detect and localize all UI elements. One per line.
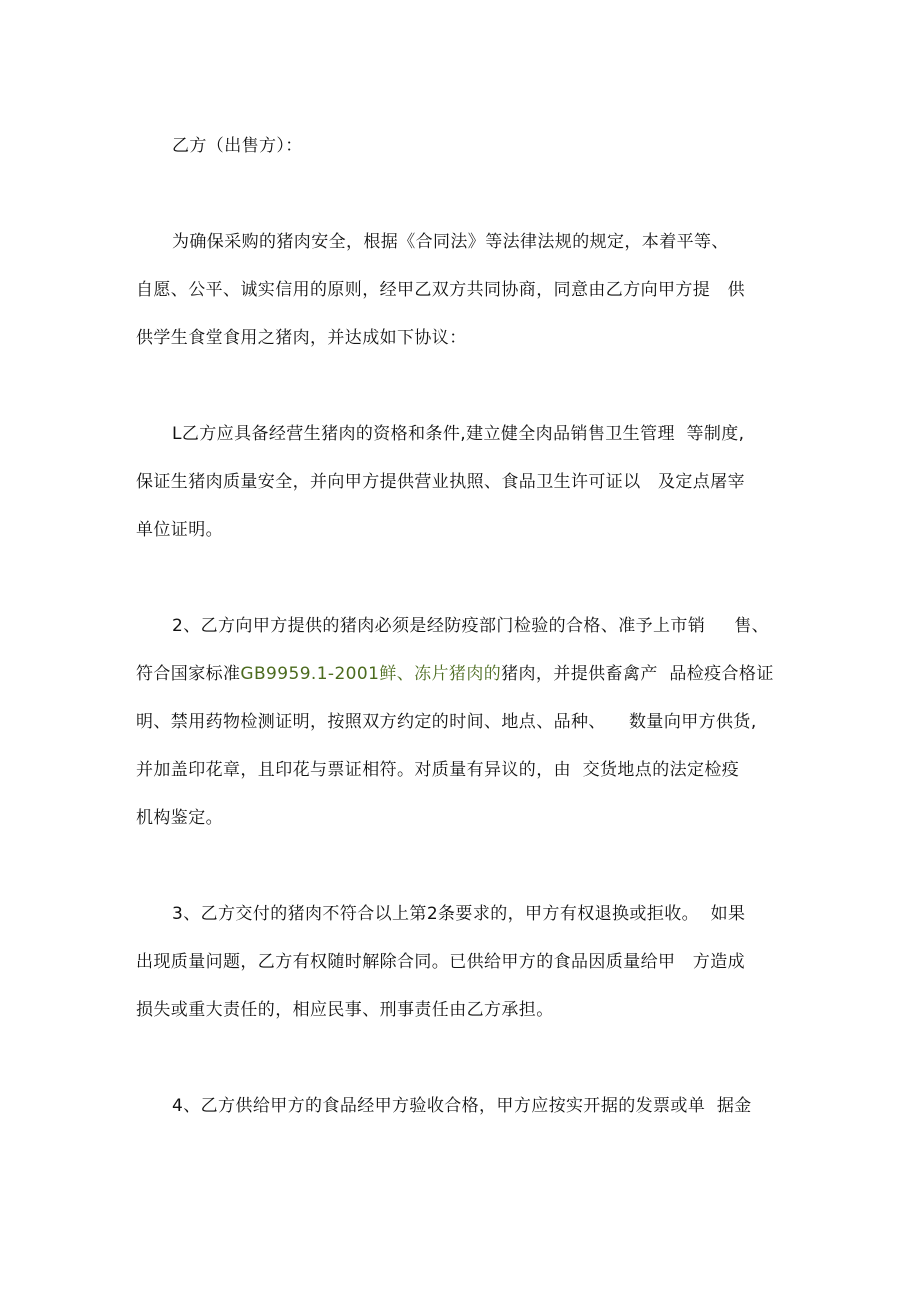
clause-1-line-1: L乙方应具备经营生猪肉的资格和条件,建立健全肉品销售卫生管理 等制度, — [172, 424, 745, 444]
clause-2-line-2-post: 猪肉，并提供畜禽产 品检疫合格证 — [501, 664, 774, 684]
clause-2-line-3: 明、禁用药物检测证明，按照双方约定的时间、地点、品种、 数量向甲方供货, — [136, 712, 757, 732]
clause-1-line-2: 保证生猪肉质量安全，并向甲方提供营业执照、食品卫生许可证以 及定点屠宰 — [136, 472, 746, 492]
clause-2-line-5: 机构鉴定。 — [136, 808, 223, 828]
clause-2-line-4: 并加盖印花章，且印花与票证相符。对质量有异议的，由 交货地点的法定检疫 — [136, 760, 740, 780]
clause-2-line-2 — [136, 662, 774, 686]
intro-line-1: 为确保采购的猪肉安全，根据《合同法》等法律法规的规定，本着平等、 — [172, 232, 729, 252]
party-b-heading: 乙方（出售方）： — [172, 136, 303, 156]
clause-4-line-1: 4、乙方供给甲方的食品经甲方验收合格，甲方应按实开据的发票或单 据金 — [172, 1096, 752, 1116]
clause-2-line-1: 2、乙方向甲方提供的猪肉必须是经防疫部门检验的合格、准予上市销 售、 — [172, 616, 770, 636]
intro-line-3: 供学生食堂食用之猪肉，并达成如下协议： — [136, 328, 467, 348]
clause-1-line-3: 单位证明。 — [136, 520, 223, 540]
clause-3-line-1: 3、乙方交付的猪肉不符合以上第2条要求的，甲方有权退换或拒收。 如果 — [172, 904, 746, 924]
clause-3-line-2: 出现质量问题，乙方有权随时解除合同。已供给甲方的食品因质量给甲 方造成 — [136, 952, 746, 972]
clause-2-line-2-pre: 符合国家标准 — [136, 664, 241, 684]
intro-line-2: 自愿、公平、诚实信用的原则，经甲乙双方共同协商，同意由乙方向甲方提 供 — [136, 280, 746, 300]
clause-3-line-3: 损失或重大责任的，相应民事、刑事责任由乙方承担。 — [136, 1000, 554, 1020]
standard-reference: GB9959.1-2001鲜、冻片猪肉的 — [240, 664, 502, 684]
